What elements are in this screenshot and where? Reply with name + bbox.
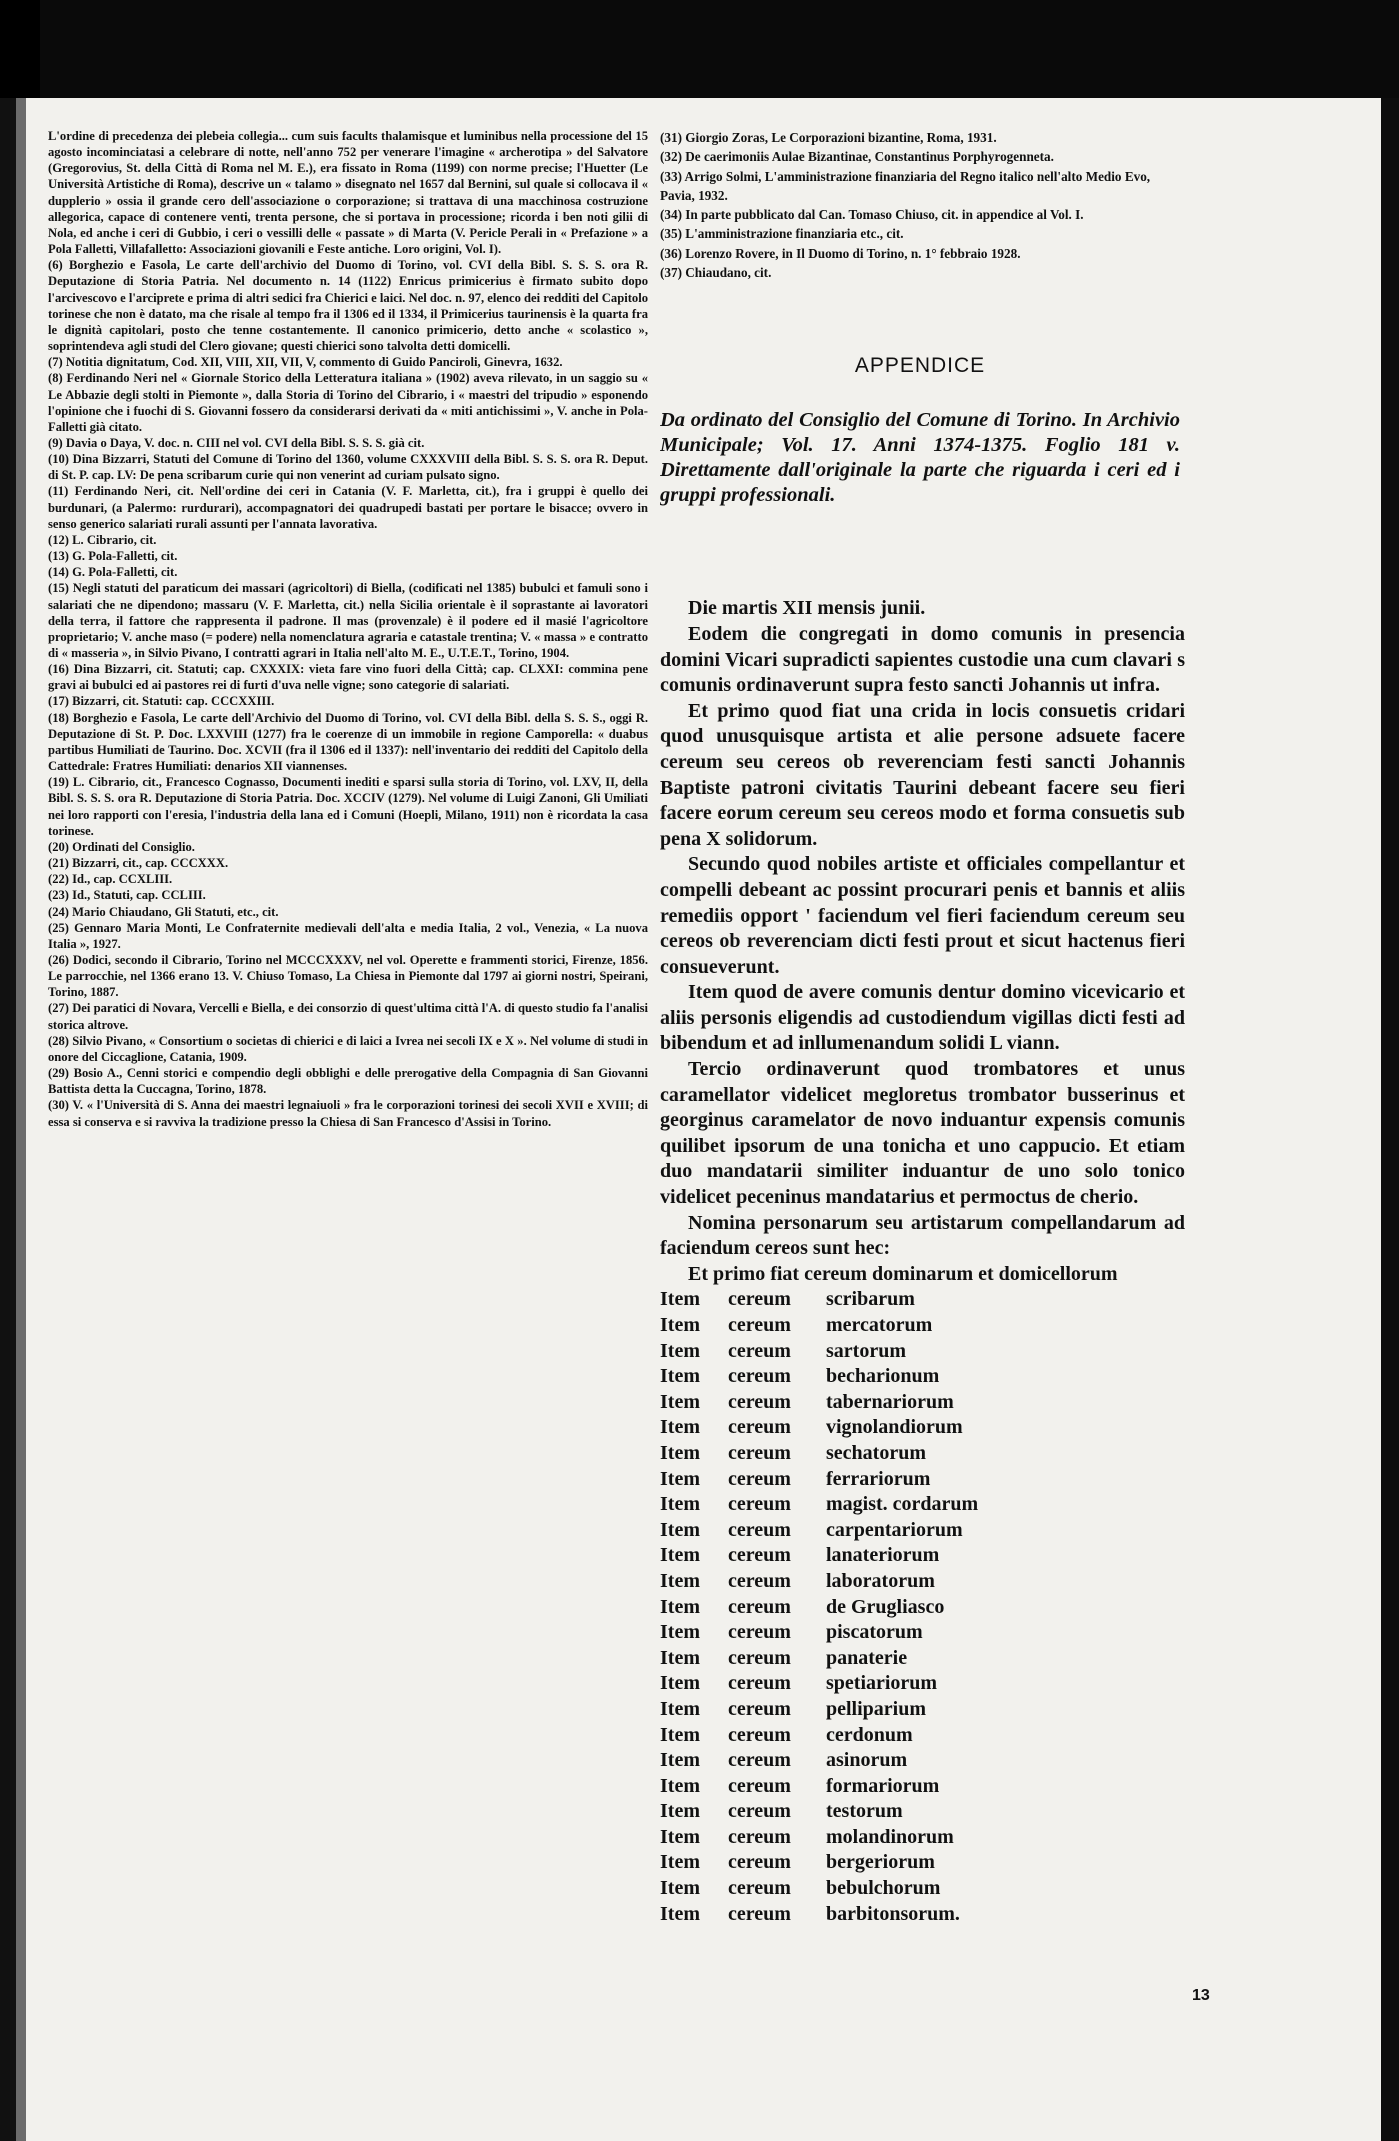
guild-name: formariorum — [826, 1774, 940, 1797]
item-word: Item — [660, 1877, 700, 1900]
list-item — [660, 1876, 1185, 1902]
item-word: Item — [660, 1723, 700, 1746]
item-word: Item — [660, 1595, 700, 1618]
cereum-word: cereum — [728, 1493, 791, 1516]
footnote: (28) Silvio Pivano, « Consortium o societas di chierici e di laici a Ivrea nei secoli IX e X ». Nel volume di studi in onore del Ciccaglione, Catania, 1909. — [48, 1033, 648, 1064]
footnote: (32) De caerimoniis Aulae Bizantinae, Constantinus Porphyrogenneta. — [660, 149, 1054, 165]
guild-name: becharionum — [826, 1365, 940, 1388]
guild-name: testorum — [826, 1800, 903, 1823]
footnote: (6) Borghezio e Fasola, Le carte dell'archivio del Duomo di Torino, vol. CVI della Bibl. S. S. S. ora R. Deputazione di Storia Patria. Nel documento n. 14 (1122) Enricus primicerius è firmato subito dopo l'arcivescovo e l'arciprete e prima di altri sedici fra Chierici e laici. Nel doc. n. 97, elenco dei redditi del Capitolo torinese che non è datato, ma che risale al tempo fra il 1306 ed il 1334, il Primicerius taurinensis è la quarta fra le dignità capitolari, posto che tenne costantemente. Il canonico primicerio, detto anche « scolastico », soprintendeva agli studi del Clero giovane; questi chierici sono talvolta detti domicelli. — [48, 258, 648, 354]
footnote: (26) Dodici, secondo il Cibrario, Torino nel MCCCXXXV, nel vol. Operette e frammenti storici, Firenze, 1856. Le parrocchie, nel 1366 erano 13. V. Chiuso Tomaso, La Chiesa in Piemonte dal 1797 ai giorni nostri, Speirani, Torino, 1887. — [48, 952, 648, 1000]
list-item — [660, 1620, 1185, 1646]
guild-name: scribarum — [826, 1288, 915, 1311]
list-item — [660, 1364, 1185, 1390]
guild-name: carpentariorum — [826, 1518, 963, 1541]
footnote: (36) Lorenzo Rovere, in Il Duomo di Torino, n. 1° febbraio 1928. — [660, 245, 1021, 261]
list-item — [660, 1774, 1185, 1800]
cereum-word: cereum — [728, 1467, 791, 1490]
guild-name: bebulchorum — [826, 1877, 941, 1900]
footnotes-column — [48, 128, 648, 2118]
guild-name: spetiariorum — [826, 1672, 938, 1695]
guild-name: vignolandiorum — [826, 1416, 963, 1439]
list-item — [660, 1748, 1185, 1774]
list-item — [660, 1850, 1185, 1876]
footnote: (9) Davia o Daya, V. doc. n. CIII nel vol. CVI della Bibl. S. S. S. già cit. — [48, 435, 425, 450]
cereum-word: cereum — [728, 1518, 791, 1541]
item-word: Item — [660, 1697, 700, 1720]
cereum-word: cereum — [728, 1390, 791, 1413]
cereum-word: cereum — [728, 1595, 791, 1618]
cereum-word: cereum — [728, 1646, 791, 1669]
document-paragraph: Nomina personarum seu artistarum compellandarum ad faciendum cereos sunt hec: — [660, 1211, 1185, 1260]
guild-name: piscatorum — [826, 1621, 923, 1644]
guild-name: tabernariorum — [826, 1390, 954, 1413]
list-item — [660, 1441, 1185, 1467]
cereum-word: cereum — [728, 1416, 791, 1439]
list-item — [660, 1902, 1185, 1928]
item-word: Item — [660, 1646, 700, 1669]
item-word: Item — [660, 1416, 700, 1439]
guild-name: magist. cordarum — [826, 1493, 979, 1516]
latin-document — [660, 596, 1185, 1927]
footnote: (12) L. Cibrario, cit. — [48, 532, 157, 547]
guild-name: panaterie — [826, 1646, 908, 1669]
document-paragraph: Item quod de avere comunis dentur domino vicevicario et aliis personis eligendis ad custodiendum vigillas dicti festi ad bibendum et ad inllumenandum solidi L viann. — [660, 981, 1185, 1055]
list-item — [660, 1671, 1185, 1697]
item-word: Item — [660, 1800, 700, 1823]
footnote: (30) V. « l'Università di S. Anna dei maestri legnaiuoli » fra le corporazioni torinesi dei secoli XVII e XVIII; di essa si conserva e si ravviva la tradizione presso la Chiesa di San Francesco d'Assisi in Torino. — [48, 1098, 648, 1129]
list-item — [660, 1595, 1185, 1621]
cereum-word: cereum — [728, 1723, 791, 1746]
list-item — [660, 1339, 1185, 1365]
item-word: Item — [660, 1621, 700, 1644]
footnote: (33) Arrigo Solmi, L'amministrazione finanziaria del Regno italico nell'alto Medio Evo, Pavia, 1932. — [660, 168, 1151, 203]
footnote: (21) Bizzarri, cit., cap. CCCXXX. — [48, 856, 229, 871]
footnote: (29) Bosio A., Cenni storici e compendio degli obblighi e delle prerogative della Compagnia di San Giovanni Battista detta la Cuccagna, Torino, 1878. — [48, 1066, 648, 1097]
item-word: Item — [660, 1902, 700, 1925]
list-item — [660, 1569, 1185, 1595]
footnote: (19) L. Cibrario, cit., Francesco Cognasso, Documenti inediti e sparsi sulla storia di Torino, vol. LXV, II, della Bibl. S. S. S. ora R. Deputazione di Storia Patria. Doc. XCCIV (1279). Nel volume di Luigi Zanoni, Gli Umiliati nei loro rapporti con l'eresia, l'industria della lana ed i Comuni (Hoepli, Milano, 1911) non è ricordata la casa torinese. — [48, 775, 648, 838]
list-item — [660, 1697, 1185, 1723]
list-item — [660, 1313, 1185, 1339]
page-number: 13 — [1192, 1987, 1210, 2004]
item-word: Item — [660, 1441, 700, 1464]
guild-name: lanateriorum — [826, 1544, 940, 1567]
scan-corner — [0, 0, 40, 98]
item-word: Item — [660, 1749, 700, 1772]
guild-name: laboratorum — [826, 1569, 935, 1592]
document-paragraph: Et primo fiat cereum dominarum et domicellorum — [688, 1262, 1118, 1285]
list-item — [660, 1825, 1185, 1851]
item-word: Item — [660, 1339, 700, 1362]
appendix-subtitle: Da ordinato del Consiglio del Comune di Torino. In Archivio Municipale; Vol. 17. Anni 1374-1375. Foglio 181 v. Direttamente dall'originale la parte che riguarda i ceri ed i gruppi professionali. — [660, 409, 1180, 507]
footnote: (24) Mario Chiaudano, Gli Statuti, etc., cit. — [48, 904, 279, 919]
item-word: Item — [660, 1518, 700, 1541]
document-paragraph: Et primo quod fiat una crida in locis consuetis cridari quod unusquisque artista et alie persone adsuete facere cereum seu cereos ob reverenciam festi sancti Johannis Baptiste patroni civitatis Taurini debeant facere seu fieri facere eorum cereum seu cereos modo et forma consuetis sub pena X solidorum. — [660, 699, 1185, 850]
scan-top-border — [0, 0, 1399, 98]
cereum-word: cereum — [728, 1800, 791, 1823]
guild-name: mercatorum — [826, 1314, 933, 1336]
item-word: Item — [660, 1365, 700, 1388]
footnote: (23) Id., Statuti, cap. CCLIII. — [48, 888, 206, 903]
item-word: Item — [660, 1672, 700, 1695]
list-item — [660, 1543, 1185, 1569]
list-item — [660, 1415, 1185, 1441]
list-item — [660, 1518, 1185, 1544]
cereum-word: cereum — [728, 1339, 791, 1362]
footnote: (14) G. Pola-Falletti, cit. — [48, 565, 178, 580]
footnote: (18) Borghezio e Fasola, Le carte dell'Archivio del Duomo di Torino, vol. CVI della Bibl. della S. S. S., oggi R. Deputazione di St. P. Doc. LXXVIII (1277) fra le coerenze di un immobile in regione Camporella: « duabus partibus Humiliati de Taurino. Doc. XCVII (fra il 1306 ed il 1337): nell'inventario dei redditi del Capitolo della Cattedrale: Fratres Humiliati: denarios XII viannenses. — [48, 710, 648, 774]
item-word: Item — [660, 1390, 700, 1413]
footnote: (13) G. Pola-Falletti, cit. — [48, 549, 178, 564]
item-word: Item — [660, 1569, 700, 1592]
guild-name: barbitonsorum. — [826, 1902, 960, 1925]
footnote: (35) L'amministrazione finanziaria etc., cit. — [660, 226, 904, 242]
footnote: (20) Ordinati del Consiglio. — [48, 839, 195, 854]
item-word: Item — [660, 1851, 700, 1874]
guild-name: bergeriorum — [826, 1851, 935, 1874]
guild-name: pelliparium — [826, 1697, 927, 1720]
cereum-word: cereum — [728, 1441, 791, 1464]
footnote: (22) Id., cap. CCXLIII. — [48, 872, 173, 887]
cereum-word: cereum — [728, 1774, 791, 1797]
cereum-word: cereum — [728, 1851, 791, 1874]
footnote-intro: L'ordine di precedenza dei plebeia collegia... cum suis facults thalamisque et luminibus nella processione del 15 agosto incominciatasi a celebrare di notte, nell'anno 752 per venerare l'imagine « archerotipa » del Salvatore (Gregorovius, St. della Città di Roma nel M. E.), era fissato in Roma (1199) con norme precise; l'Huetter (Le Università Artistiche di Roma), descrive un « talamo » disegnato nel 1657 dal Bernini, sul quale si collocava il « dupplerio » ossia il grande cero dell'associazione o corporazione; si trattava di una macchinosa costruzione allegorica, capace di contenere venti, trenta persone, che si portava in processione; ricorda i ben noti gilii di Nola, ed anche i ceri di Gubbio, i ceri o vessilli delle « passate » di Marta (V. Pericle Perali in « Prefazione » a Pola Falletti, Villafalletto: Associazioni giovanili e Feste antiche. Loro origini, Vol. I). — [48, 129, 648, 257]
cereum-list — [660, 1287, 1185, 1927]
scan-left-shadow — [16, 98, 26, 2141]
list-item — [660, 1467, 1185, 1493]
document-paragraph: Eodem die congregati in domo comunis in presencia domini Vicari supradicti sapientes custodie una cum clavari s comunis ordinaverunt supra festo sancti Johannis ut infra. — [660, 622, 1185, 697]
guild-name: ferrariorum — [826, 1467, 931, 1490]
footnote: (25) Gennaro Maria Monti, Le Confraternite medievali dell'alta e media Italia, 2 vol., Venezia, « La nuova Italia », 1927. — [48, 920, 648, 951]
item-word: Item — [660, 1314, 700, 1336]
cereum-word: cereum — [728, 1288, 791, 1311]
footnote: (31) Giorgio Zoras, Le Corporazioni bizantine, Roma, 1931. — [660, 130, 997, 145]
cereum-word: cereum — [728, 1749, 791, 1772]
guild-name: molandinorum — [826, 1825, 954, 1848]
item-word: Item — [660, 1288, 700, 1311]
cereum-word: cereum — [728, 1697, 791, 1720]
guild-name: de Grugliasco — [826, 1595, 945, 1618]
footnote: (16) Dina Bizzarri, cit. Statuti; cap. CXXXIX: vieta fare vino fuori della Città; cap. CLXXI: commina pene gravi ai bubulci ed ai pastores rei di furti d'uva nelle vigne; sono categorie di salariati. — [48, 662, 648, 693]
scan-left-border — [0, 98, 26, 2141]
list-item — [660, 1799, 1185, 1825]
cereum-word: cereum — [728, 1902, 791, 1925]
item-word: Item — [660, 1774, 700, 1797]
document-paragraph: Secundo quod nobiles artiste et officiales compellantur et compelli debeant ac possint procurari penis et bannis et aliis remediis opport ' faciendum vel fieri faciendum cereum seu cereos ob reverenciam dicti festi prout et sicut hactenus fieri consueverunt. — [660, 853, 1185, 978]
item-word: Item — [660, 1544, 700, 1567]
document-date: Die martis XII mensis junii. — [688, 597, 926, 620]
cereum-word: cereum — [728, 1365, 791, 1388]
list-item — [660, 1492, 1185, 1518]
list-item — [660, 1287, 1185, 1313]
footnote: (37) Chiaudano, cit. — [660, 265, 772, 281]
scan-right-border — [1381, 98, 1399, 2141]
cereum-word: cereum — [728, 1825, 791, 1848]
footnote: (17) Bizzarri, cit. Statuti: cap. CCCXXIII. — [48, 694, 275, 709]
guild-name: asinorum — [826, 1749, 908, 1772]
right-footnotes — [660, 128, 1180, 282]
list-item — [660, 1646, 1185, 1672]
cereum-word: cereum — [728, 1544, 791, 1567]
item-word: Item — [660, 1493, 700, 1516]
footnote: (15) Negli statuti del paraticum dei massari (agricoltori) di Biella, (codificati nel 1385) bubulci et famuli sono i salariati che ne dipendono; massaru (V. F. Marletta, cit.) nella Sicilia orientale è il soprastante ai lavoratori della terra, il fattore che rappresenta il padrone. Il mas (provenzale) è il podere ed il masié l'agricoltore proprietario; V. anche maso (= podere) nella nomenclatura agraria e catastale trentina; V. « massa » e contratto di « masseria », in Silvio Pivano, I contratti agrari in Italia nell'alto M. E., U.T.E.T., Torino, 1904. — [48, 581, 648, 660]
right-column — [660, 128, 1365, 2118]
list-item — [660, 1390, 1185, 1416]
appendix-title: APPENDICE — [854, 354, 986, 378]
cereum-word: cereum — [728, 1621, 791, 1644]
footnote: (11) Ferdinando Neri, cit. Nell'ordine dei ceri in Catania (V. F. Marletta, cit.), fra i gruppi è quello dei burdunari, (a Palermo: rurdurari), accompagnatori dei quadrupedi bastati per portare le bisacce; ovvero in senso generico salariati rurali assunti per l'annata lavorativa. — [48, 484, 648, 531]
cereum-word: cereum — [728, 1569, 791, 1592]
footnote: (7) Notitia dignitatum, Cod. XII, VIII, XII, VII, V, commento di Guido Panciroli, Ginevra, 1632. — [48, 355, 563, 370]
guild-name: sechatorum — [826, 1441, 926, 1464]
footnote: (34) In parte pubblicato dal Can. Tomaso Chiuso, cit. in appendice al Vol. I. — [660, 207, 1084, 223]
item-word: Item — [660, 1825, 700, 1848]
item-word: Item — [660, 1467, 700, 1490]
guild-name: sartorum — [826, 1339, 906, 1362]
list-item — [660, 1723, 1185, 1749]
document-paragraph: Tercio ordinaverunt quod trombatores et unus caramellator videlicet megloretus trombator busserinus et georginus caramelator de novo induantur expensis comunis quilibet ipsorum de una tonicha et uno cappucio. Et etiam duo mandatarii similiter induantur de uno solo tonico videlicet peceninus mandatarius et permoctus de cherio. — [660, 1058, 1185, 1209]
cereum-word: cereum — [728, 1877, 791, 1900]
footnote: (8) Ferdinando Neri nel « Giornale Storico della Letteratura italiana » (1902) aveva rilevato, in un saggio su « Le Abbazie degli stolti in Piemonte », dalla Storia di Torino del Cibrario, i « maestri del tripudio » esponendo l'opinione che i fuochi di S. Giovanni fossero da considerarsi derivati da « miti antichissimi », V. anche in Pola-Falletti già citato. — [48, 371, 648, 434]
footnote: (10) Dina Bizzarri, Statuti del Comune di Torino del 1360, volume CXXXVIII della Bibl. S. S. S. ora R. Deput. di St. P. cap. LV: De pena scribarum curie qui non venerint ad curiam pulsato signo. — [48, 452, 648, 483]
footnote: (27) Dei paratici di Novara, Vercelli e Biella, e dei consorzio di quest'ultima città l'A. di questo studio fa l'analisi storica altrove. — [48, 1001, 648, 1032]
cereum-word: cereum — [728, 1672, 791, 1695]
guild-name: cerdonum — [826, 1723, 913, 1746]
cereum-word: cereum — [728, 1314, 791, 1336]
